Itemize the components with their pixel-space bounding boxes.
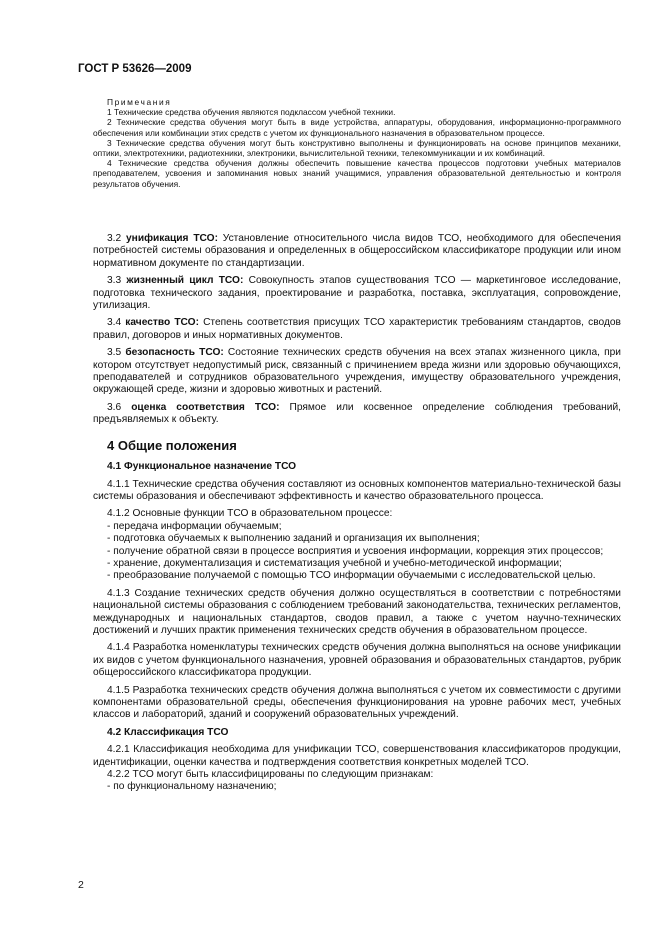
term-name: жизненный цикл ТСО:: [126, 275, 244, 287]
term-number: 3.5: [107, 347, 122, 359]
list-item: - подготовка обучаемых к выполнению заданий и организация их выполнения;: [107, 533, 480, 545]
list-item: - хранение, документализация и систематизация учебной и учебно-методической информации;: [107, 557, 562, 569]
subsection-4-2-heading: 4.2 Классификация ТСО: [107, 726, 229, 738]
subsection-4-1-heading: 4.1 Функциональное назначение ТСО: [107, 461, 297, 473]
list-item: - по функциональному назначению;: [107, 781, 277, 793]
term-name: унификация ТСО:: [126, 233, 218, 244]
notes-title: Примечания: [107, 97, 172, 107]
term-number: 3.2: [107, 233, 122, 244]
page-number: 2: [78, 879, 84, 891]
term-definition: Установление относительного числа видов ТСО, необходимого для обеспечения потребностей системы образования и определенных в общероссийском классификаторе продукции или ином нормативном документе по стандартизации.: [93, 233, 621, 269]
term-name: оценка соответствия ТСО:: [131, 401, 280, 413]
paragraph-4-2-1: 4.2.1 Классификация необходима для унификации ТСО, совершенствования классификаторов продукции, идентификации, оценки качества и подтверждения соответствия конкретных моделей ТСО.: [93, 744, 621, 768]
list-item: - получение обратной связи в процессе восприятия и усвоения информации, коррекция этих процессов;: [107, 545, 604, 557]
paragraph-4-2-2: 4.2.2 ТСО могут быть классифицированы по следующим признакам:: [107, 769, 434, 781]
term-3-3: [93, 275, 621, 312]
term-3-4: [93, 317, 621, 342]
list-item: - преобразование получаемой с помощью ТСО информации обучаемыми с исследовательской целью.: [107, 570, 596, 582]
term-definition: Совокупность этапов существования ТСО — маркетинговое исследование, подготовка технического задания, проектирование и разработка, поставка, эксплуатация, сопровождение, утилизация.: [93, 275, 621, 312]
note-item: 2 Технические средства обучения могут быть в виде устройства, аппаратуры, оборудования, информационно-программного обеспечения или комбинации этих средств с учетом их функционального назначения в образовательном процессе.: [93, 117, 621, 138]
notes-block: [93, 97, 621, 189]
term-definition: Степень соответствия присущих ТСО характеристик требованиям стандартов, сводов правил, договоров и иных нормативных документов.: [93, 317, 621, 341]
term-3-6: [93, 402, 621, 427]
list-item: - передача информации обучаемым;: [107, 520, 282, 532]
paragraph-4-1-3: 4.1.3 Создание технических средств обучения должно осуществляться в соответствии с потребностями национальной системы образования с соблюдением требований законодательства, технических регламентов, международных и национальных стандартов, сводов правил, а также с учетом научно-технических достижений и лучших практик применения технических средств обучения в образовательном процессе.: [93, 587, 621, 636]
paragraph-4-1-1: 4.1.1 Технические средства обучения составляют из основных компонентов материально-технической базы системы образования и обеспечивают эффективность и качество образовательного процесса.: [93, 478, 621, 502]
term-name: качество ТСО:: [125, 317, 199, 329]
paragraph-4-1-5: 4.1.5 Разработка технических средств обучения должна выполняться с учетом их совместимости с другими компонентами образовательной среды, обеспечения функционирования на уровне рабочих мест, учебных классов и лабораторий, зданий и сооружений образовательных учреждений.: [93, 684, 621, 721]
term-definition: Прямое или косвенное определение соблюдения требований, предъявляемых к объекту.: [93, 401, 621, 426]
section-4-heading: 4 Общие положения: [107, 437, 237, 453]
paragraph-4-1-2: 4.1.2 Основные функции ТСО в образовательном процессе:: [107, 508, 393, 520]
main-text: [93, 233, 621, 794]
standard-header: ГОСТ Р 53626—2009: [78, 63, 192, 75]
note-item: 4 Технические средства обучения должны обеспечить повышение качества процессов подготовки учебных материалов преподавателем, усвоения и запоминания новых знаний учащимися, управления образовательной деятельностью и контроля результатов обучения.: [93, 158, 621, 189]
paragraph-4-1-4: 4.1.4 Разработка номенклатуры технических средств обучения должна выполняться на основе унификации их видов с учетом функционального назначения, уровней образования и образовательных стандартов, рубрик общероссийского классификатора продукции.: [93, 642, 621, 679]
term-3-2: [93, 233, 621, 270]
term-name: безопасность ТСО:: [125, 347, 224, 359]
term-number: 3.3: [107, 275, 122, 287]
note-item: 3 Технические средства обучения могут быть конструктивно выполнены и функционировать на основе принципов механики, оптики, электротехники, радиотехники, электроники, вычислительной техники, телекоммуникации и их комбинаций.: [93, 137, 621, 159]
term-number: 3.6: [107, 401, 122, 413]
term-number: 3.4: [107, 317, 122, 329]
term-definition: Состояние технических средств обучения на всех этапах жизненного цикла, при котором отсутствует недопустимый риск, связанный с причинением вреда жизни или здоровью обучающихся, преподавателей и сотрудников образовательного учреждения, имуществу образовательного учреждения, окружающей среде, жизни и здоровью животных и растений.: [93, 347, 621, 396]
note-item: 1 Технические средства обучения являются подклассом учебной техники.: [107, 107, 396, 118]
term-3-5: [93, 347, 621, 397]
